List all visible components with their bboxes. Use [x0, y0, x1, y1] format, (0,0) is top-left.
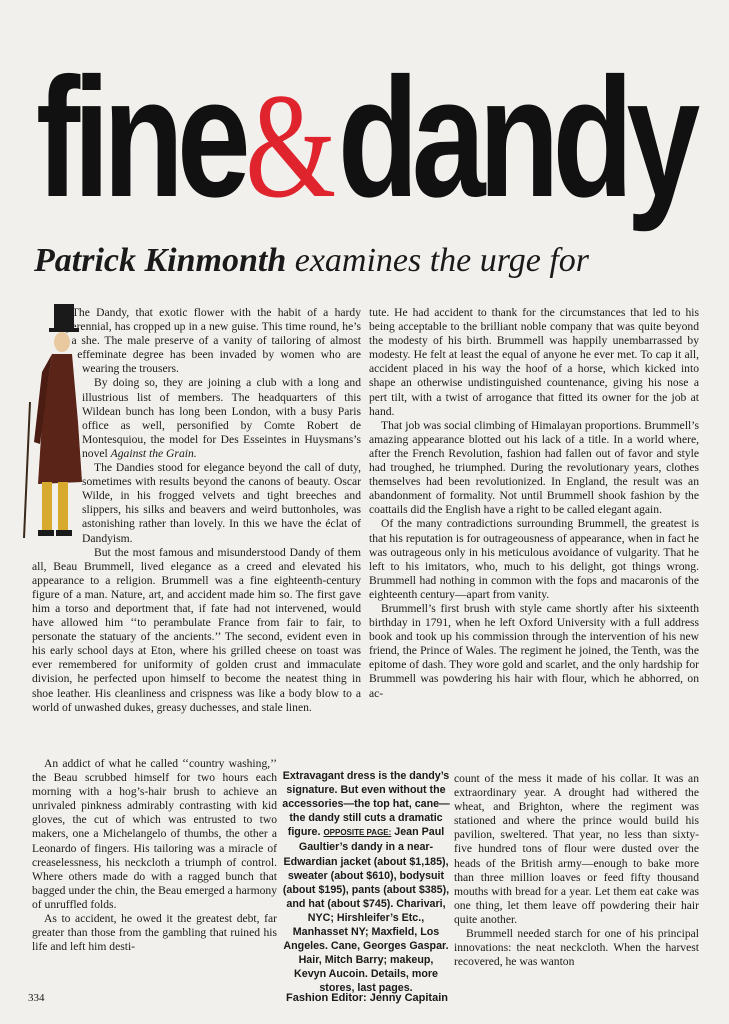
article-column-1-lower [32, 757, 277, 991]
article-column-2 [369, 306, 699, 758]
paragraph-11: count of the mess it made of his collar. It was an extraordinary year. A drought had withered the wheat, and Brighton, where the regiment was stationed and where the prince would build his pavilion, sweltered. That year, no less than sixty-five hundred tons of flour were dusted over the heads of the British army—enough to bake more than three million loaves or feed fifty thousand mouths with bread for a year. Let them eat cake was one thing, let them leave off powdering their hair quite another. [454, 772, 699, 926]
paragraph-7: tute. He had accident to thank for the circumstances that led to his being acceptable to the brilliant noble company that was quite beyond the modesty of his birth. Brummell was happily unembarrassed by modesty. He felt at least the equal of anyone he ever met. To cap it all, accident placed in his way the hoof of a horse, which kicked into shape an otherwise undistinguished countenance, giving his nose a pert tilt, with a twist of arrogance that fitted its owner for the job at hand. [369, 306, 699, 418]
paragraph-8: That job was social climbing of Himalayan proportions. Brummell’s amazing appearance blotted out his lack of a title. In a world where, after the French Revolution, fashion had fallen out of favor and style had troughed, he triumphed. During the revolutionary years, clothes themselves had been revolutionized. In England, the result was an abandonment of formality. Not until Brummell shook fashion by the coattails did the English have a right to be called elegant again. [369, 418, 699, 517]
photo-caption [282, 769, 450, 996]
subhead [34, 236, 714, 286]
fashion-editor-credit: Fashion Editor: Jenny Capitain [286, 992, 448, 1004]
caption-lead: Extravagant dress is the dandy’s signature. But even without the accessories—the top hat, cane—the dandy still cuts a dramatic figure. [282, 770, 450, 839]
author-name: Patrick Kinmonth [34, 242, 287, 279]
paragraph-10: Brummell’s first brush with style came shortly after his sixteenth birthday in 1791, when he left Oxford University with a full address book and took up his commission through the intervention of his new friend, the Prince of Wales. The regiment he joined, the Tenth, was the epitome of dash. They wore gold and scarlet, and the only hardship for Brummell was powdering his hair with flour, which he abhorred, on ac- [369, 601, 699, 700]
paragraph-1: The Dandy, that exotic flower with the habit of a hardy perennial, has cropped up in a new guise. This time round, he’s a she. The male preserve of a vanity of tailoring of almost effeminate degree has been invaded by women who are wearing the trousers. [65, 306, 361, 376]
caption-body: Jean Paul Gaultier’s dandy in a near-Edwardian jacket (about $1,185), sweater (about $610), bodysuit (about $195), pants (about $385), and hat (about $745). Charivari, NYC; Hirshleifer’s Etc., Manhasset NY; Maxfield, Los Angeles. Cane, Georges Gaspar. Hair, Mitch Barry; makeup, Kevyn Aucoin. Details, more stores, last pages. [282, 826, 450, 995]
headline-ampersand: & [245, 63, 337, 229]
headline-word-fine: fine [36, 43, 244, 233]
page-number: 334 [28, 992, 45, 1004]
paragraph-12: Brummell needed starch for one of his principal innovations: the neat neckcloth. When the harvest recovered, he was wanton [454, 927, 699, 969]
paragraph-4: But the most famous and misunderstood Dandy of them all, Beau Brummell, lived elegance as a creed and elevated his appearance to a religion. Brummell was a fine eighteenth-century figure of a man. Nature, art, and accident made him so. The first gave him a torso and deportment that, if fate had not intervened, would have allowed him ‘‘to perambulate France from fair to fair, to personate the statuary of the ancients.’’ The second, evident even in his early school days at Eton, where his grilled cheese on toast was ever remembered for uniformity of golden crust and immaculate division, he perfected upon himself to become the neatest thing in shoe leather. His cleanliness and crispness was like a body blow to a world of unwashed dukes, greasy duchesses, and stale linen. [32, 545, 361, 714]
article-column-2-lower [454, 772, 699, 986]
paragraph-2: By doing so, they are joining a club with a long and illustrious list of members. The headquarters of this Wildean bunch has long been London, with a busy Paris office as well, personified by Comte Robert de Montesquiou, the model for Des Esseintes in Huysmans’s novel Against the Grain. [82, 376, 361, 460]
paragraph-9: Of the many contradictions surrounding Brummell, the greatest is that his reputation is for outrageousness of appearance, when in fact he was outrageous only in his meticulous avoidance of vulgarity. That he left to his imitators, who, much to his delight, got things wrong. Brummell had nothing in common with the fops and macaronis of the eighteenth century—apart from vanity. [369, 517, 699, 601]
headline [36, 43, 694, 233]
paragraph-5: An addict of what he called ‘‘country washing,’’ the Beau scrubbed himself for two hours each morning with a hog’s-hair brush to achieve an unrivaled pinkness admirably contrasting with kid gloves, the cut of which was entrusted to two makers, one a Michelangelo of thumbs, the other a Leonardo of fingers. His tailoring was a miracle of creaselessness, his neckcloth a triumph of control. Where others made do with a ragged bunch that bagged under the chin, the Beau emerged a harmony of unruffled folds. [32, 757, 277, 911]
subhead-text: examines the urge for [294, 242, 590, 279]
caption-tag: OPPOSITE PAGE: [323, 828, 392, 838]
novel-title: Against the Grain. [110, 446, 197, 460]
paragraph-6: As to accident, he owed it the greatest debt, far greater than those from the gambling that ruined his life and left him desti- [32, 912, 277, 954]
article-column-1 [32, 306, 361, 758]
paragraph-3: The Dandies stood for elegance beyond the call of duty, sometimes with results beyond the canons of beauty. Oscar Wilde, in his frogged velvets and tight breeches and slippers, his silks and beavers and weird buttonholes, was astonishing rather than lovely. In this we have the éclat of Dandyism. [82, 461, 361, 545]
cane-icon [24, 402, 30, 538]
headline-word-dandy: dandy [337, 43, 694, 233]
